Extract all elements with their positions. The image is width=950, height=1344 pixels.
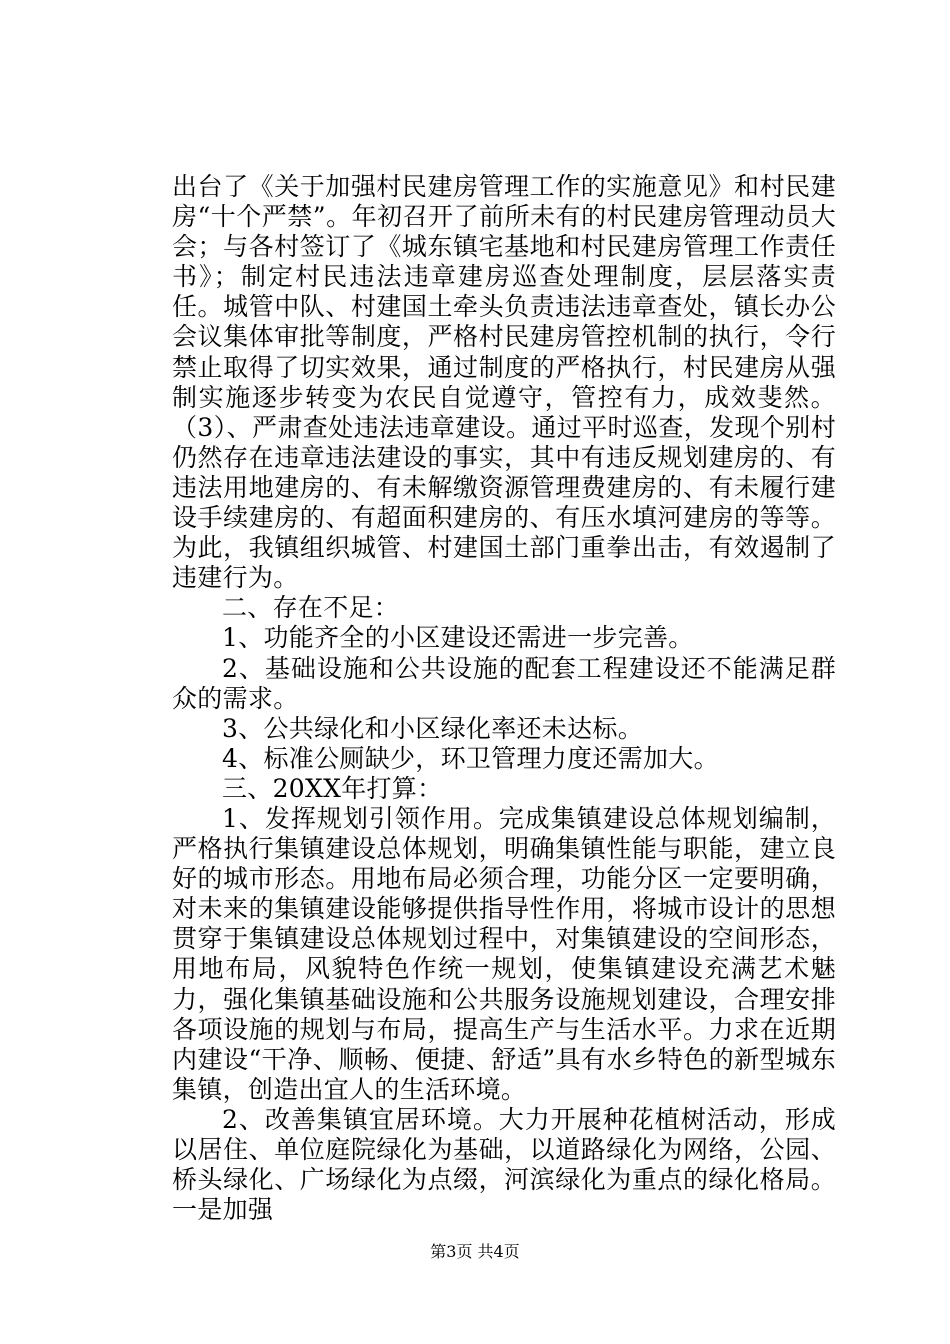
list-item-shortcoming-2: 2、基础设施和公共设施的配套工程建设还不能满足群众的需求。 [172, 653, 836, 713]
list-item-plan-2: 2、改善集镇宜居环境。大力开展种花植树活动，形成以居住、单位庭院绿化为基础，以道路绿化为网络，公园、桥头绿化、广场绿化为点缀，河滨绿化为重点的绿化格局。一是加强 [172, 1104, 836, 1225]
list-item-shortcoming-3: 3、公共绿化和小区绿化率还未达标。 [222, 713, 644, 743]
list-item-plan-1: 1、发挥规划引领作用。完成集镇建设总体规划编制，严格执行集镇建设总体规划，明确集镇性能与职能，建立良好的城市形态。用地布局必须合理，功能分区一定要明确，对未来的集镇建设能够提供指导性作用，将城市设计的思想贯穿于集镇建设总体规划过程中，对集镇建设的空间形态，用地布局，风貌特色作统一规划，使集镇建设充满艺术魅力，强化集镇基础设施和公共服务设施规划建设，合理安排各项设施的规划与布局，提高生产与生活水平。力求在近期内建设“干净、顺畅、便捷、舒适”具有水乡特色的新型城东集镇，创造出宜人的生活环境。 [172, 803, 836, 1104]
paragraph-continuation: 出台了《关于加强村民建房管理工作的实施意见》和村民建房“十个严禁”。年初召开了前所未有的村民建房管理动员大会；与各村签订了《城东镇宅基地和村民建房管理工作责任书》；制定村民违法违章建房巡查处理制度，层层落实责任。城管中队、村建国土牵头负责违法违章查处，镇长办公会议集体审批等制度，严格村民建房管控机制的执行，令行禁止取得了切实效果，通过制度的严格执行，村民建房从强制实施逐步转变为农民自觉遵守，管控有力，成效斐然。（3）、严肃查处违法违章建设。通过平时巡查，发现个别村仍然存在违章违法建设的事实，其中有违反规划建房的、有违法用地建房的、有未解缴资源管理费建房的、有未履行建设手续建房的、有超面积建房的、有压水填河建房的等等。为此，我镇组织城管、村建国土部门重拳出击，有效遏制了违建行为。 [172, 172, 836, 593]
document-body [172, 172, 836, 1225]
section-heading-plans: 三、20XX年打算： [222, 773, 443, 803]
list-item-shortcoming-1: 1、功能齐全的小区建设还需进一步完善。 [222, 623, 694, 653]
list-item-shortcoming-4: 4、标准公厕缺少，环卫管理力度还需加大。 [222, 743, 719, 773]
section-heading-shortcomings: 二、存在不足： [222, 593, 400, 623]
page-footer: 第3页 共4页 [430, 1242, 520, 1261]
